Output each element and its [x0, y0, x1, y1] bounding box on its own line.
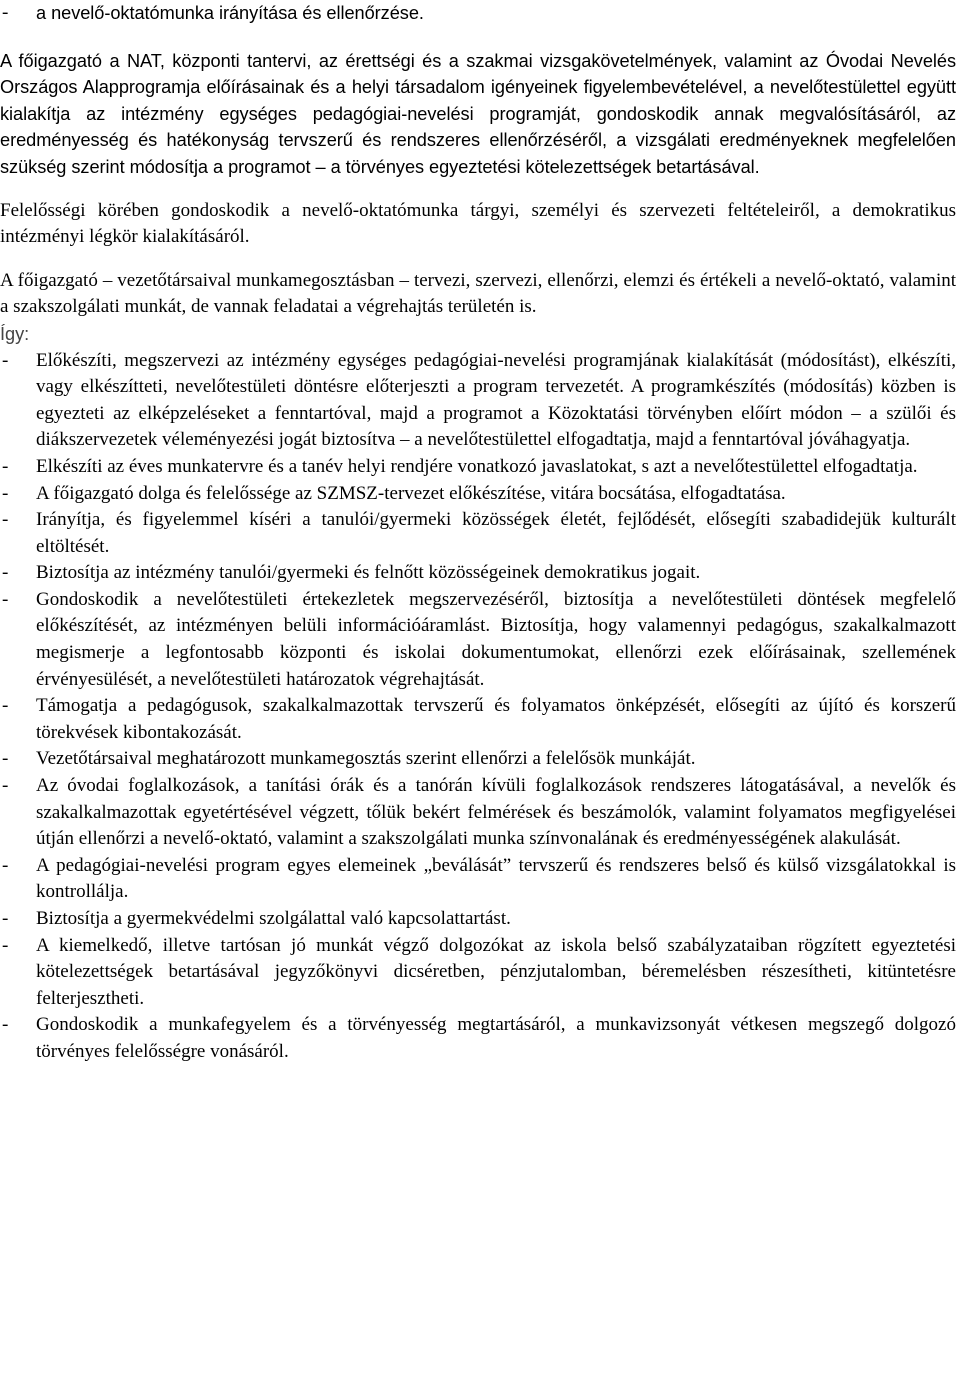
- list-item-text: Előkészíti, megszervezi az intézmény egységes pedagógiai-nevelési programjának kialakítását (módosítást), elkészíti, vagy elkészítteti, nevelőtestületi döntésre előterjeszti a program tervezetét. A programkészítés (módosítás) közben is egyezteti az elképzeléseket a fenntartóval, majd a programot a Közoktatási törvényben előírt módon – a szülői és diákszervezetek véleményezési jogát biztosítva – a nevelőtestülettel elfogadtatja, majd a fenntartóval jóváhagyatja.: [36, 349, 956, 451]
- list-item: [0, 587, 956, 693]
- igy-label: Így:: [0, 323, 30, 344]
- list-dash: -: [2, 562, 9, 584]
- paragraph-management: A főigazgató – vezetőtársaival munkamegosztásban – tervezi, szervezi, ellenőrzi, elemzi és értékeli a nevelő-oktató, valamint a szakszolgálati munkát, de vannak feladatai a végrehajtás területén is.: [0, 269, 956, 318]
- list-item: [0, 933, 956, 1013]
- list-dash: -: [2, 2, 9, 23]
- list-item-text: Gondoskodik a munkafegyelem és a törvényesség megtartásáról, a munkavizsonyát vétkesen megszegő dolgozó törvényes felelősségre vonásáról.: [36, 1014, 956, 1062]
- list-dash: -: [2, 854, 9, 876]
- task-list: [0, 348, 956, 1066]
- list-item: [0, 348, 956, 454]
- list-dash: -: [2, 934, 9, 956]
- list-item-text: A kiemelkedő, illetve tartósan jó munkát végző dolgozókat az iskola belső szabályzataiban rögzített egyeztetési kötelezettségek betartásával jegyzőkönyvi dicséretben, pénzjutalomban, béremelésben részesítheti, kitüntetésre felterjesztheti.: [36, 934, 956, 1009]
- list-dash: -: [2, 349, 9, 371]
- list-dash: -: [2, 775, 9, 797]
- list-dash: -: [2, 695, 9, 717]
- paragraph-responsibility: Felelősségi körében gondoskodik a nevelő-oktatómunka tárgyi, személyi és szervezeti feltételeiről, a demokratikus intézményi légkör kialakításáról.: [0, 199, 956, 248]
- list-item: [0, 454, 956, 481]
- list-item-text: Biztosítja a gyermekvédelmi szolgálattal való kapcsolattartást.: [36, 908, 511, 929]
- list-dash: -: [2, 908, 9, 929]
- list-dash: -: [2, 455, 9, 477]
- list-item: [0, 906, 956, 933]
- list-item: [0, 507, 956, 560]
- list-item: [0, 773, 956, 853]
- list-item: [0, 746, 956, 773]
- list-item-text: Gondoskodik a nevelőtestületi értekezletek megszervezéséről, biztosítja a nevelőtestületi döntések megfelelő előkészítését, az intézményen belüli információáramlást. Biztosítja, hogy valamennyi pedagógus, szakalkalmazott megismerje a legfontosabb központi és iskolai dokumentumokat, ellenőrzi ezek előírásainak, szellemének érvényesülését, a nevelőtestületi határozatok végrehajtását.: [36, 588, 956, 690]
- list-dash: -: [2, 1014, 9, 1036]
- list-item-text: Irányítja, és figyelemmel kíséri a tanulói/gyermeki közösségek életét, fejlődését, elősegíti szabadidejük kulturált eltöltését.: [36, 509, 956, 557]
- list-dash: -: [2, 588, 9, 610]
- list-item: [0, 560, 956, 587]
- list-item-text: a nevelő-oktatómunka irányítása és ellenőrzése.: [36, 3, 424, 23]
- paragraph-curriculum: A főigazgató a NAT, központi tantervi, az érettségi és a szakmai vizsgakövetelmények, valamint az Óvodai Nevelés Országos Alapprogramja előírásainak és a helyi társadalom igényeinek figyelembevételével, a nevelőtestülettel együtt kialakítja az intézmény egységes pedagógiai-nevelési programját, gondoskodik annak megvalósításáról, az eredményesség és hatékonyság tervszerű és rendszeres ellenőrzéséről, a vizsgálati eredményeknek megfelelően szükség szerint módosítja a programot – a törvényes egyeztetési kötelezettségek betartásával.: [0, 50, 956, 177]
- list-dash: -: [2, 509, 9, 531]
- list-item-text: Biztosítja az intézmény tanulói/gyermeki és felnőtt közösségeinek demokratikus jogait.: [36, 562, 701, 584]
- list-item: [0, 853, 956, 906]
- list-item-text: A főigazgató dolga és felelőssége az SZMSZ-tervezet előkészítése, vitára bocsátása, elfogadtatása.: [36, 482, 786, 504]
- list-item-text: A pedagógiai-nevelési program egyes elemeinek „beválását” tervszerű és rendszeres belső és külső vizsgálatokkal is kontrollálja.: [36, 854, 956, 903]
- list-dash: -: [2, 482, 9, 504]
- list-item-text: Elkészíti az éves munkatervre és a tanév helyi rendjére vonatkozó javaslatokat, s azt a nevelőtestülettel elfogadtatja.: [36, 455, 918, 477]
- list-dash: -: [2, 748, 9, 770]
- list-item: [0, 1012, 956, 1065]
- list-item: [0, 0, 956, 28]
- list-item: [0, 693, 956, 746]
- top-list: [0, 0, 956, 28]
- list-item-text: Támogatja a pedagógusok, szakalkalmazottak tervszerű és folyamatos önképzését, elősegíti az újító és korszerű törekvések kibontakozását.: [36, 695, 956, 743]
- list-item-text: Vezetőtársaival meghatározott munkamegosztás szerint ellenőrzi a felelősök munkáját.: [36, 748, 696, 770]
- list-item: [0, 481, 956, 508]
- list-item-text: Az óvodai foglalkozások, a tanítási órák és a tanórán kívüli foglalkozások rendszeres látogatásával, a nevelők és szakalkalmazottak egyetértésével végzett, tőlük bekért felmérések és beszámolók, valamint folyamatos megfigyelései útján ellenőrzi a nevelő-oktató, valamint a szakszolgálati munka színvonalának és eredményességének alakulását.: [36, 775, 956, 850]
